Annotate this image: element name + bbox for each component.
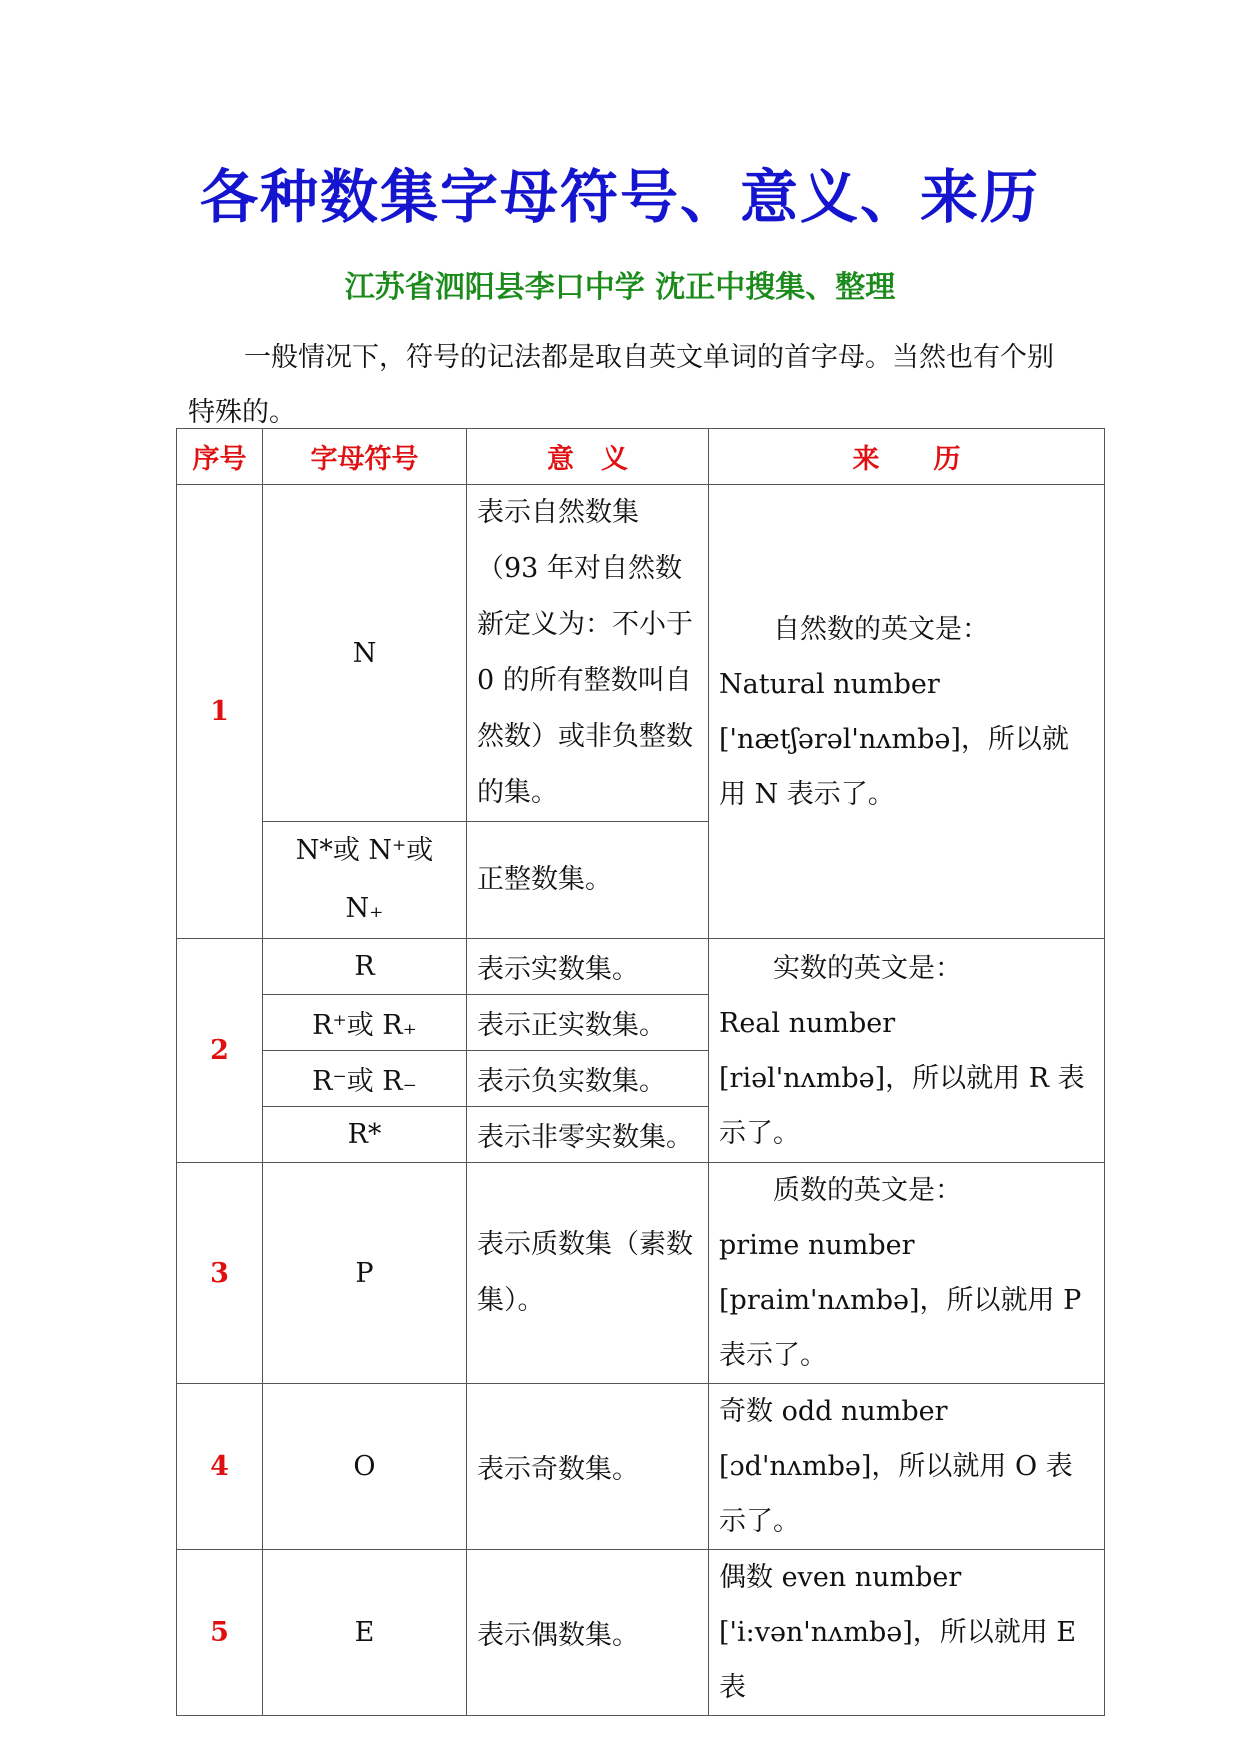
- set-symbol: E: [263, 1550, 467, 1716]
- set-symbol: R*: [263, 1107, 467, 1163]
- header-origin: 来 历: [709, 429, 1105, 485]
- origin-text: Real number [riəl'nʌmbə]，所以就用 R 表示了。: [719, 1007, 1085, 1149]
- set-meaning: 表示偶数集。: [467, 1550, 709, 1716]
- page-subtitle: 江苏省泗阳县李口中学 沈正中搜集、整理: [344, 270, 896, 305]
- row-number: 5: [177, 1550, 263, 1716]
- set-meaning: 表示质数集（素数集）。: [467, 1163, 709, 1384]
- table-row: [177, 1384, 1105, 1550]
- set-symbol: O: [263, 1384, 467, 1550]
- row-number: 3: [177, 1163, 263, 1384]
- origin-text: 偶数 even number ['i:vən'nʌmbə]，所以就用 E 表: [719, 1562, 1077, 1703]
- header-meaning: 意 义: [467, 429, 709, 485]
- set-meaning: 表示实数集。: [467, 939, 709, 995]
- origin-intro: 实数的英文是：: [773, 952, 962, 984]
- origin-intro: 自然数的英文是：: [773, 613, 989, 645]
- header-symbol: 字母符号: [263, 429, 467, 485]
- set-origin: [709, 1163, 1105, 1384]
- set-meaning: 表示自然数集（93 年对自然数新定义为：不小于 0 的所有整数叫自然数）或非负整数的集。: [467, 485, 709, 822]
- number-sets-table: [176, 428, 1105, 1716]
- set-symbol: R⁻或 R₋: [263, 1051, 467, 1107]
- table-row: [177, 939, 1105, 995]
- set-meaning: 表示正实数集。: [467, 995, 709, 1051]
- intro-paragraph: 一般情况下，符号的记法都是取自英文单词的首字母。当然也有个别特殊的。: [188, 342, 1054, 428]
- set-symbol: P: [263, 1163, 467, 1384]
- set-origin: [709, 939, 1105, 1163]
- origin-text: 奇数 odd number [ɔd'nʌmbə]，所以就用 O 表示了。: [719, 1396, 1073, 1537]
- row-number: 1: [177, 485, 263, 939]
- origin-text: Natural number ['nætʃərəl'nʌmbə]，所以就用 N 表示了。: [719, 668, 1069, 810]
- origin-intro: 质数的英文是：: [773, 1175, 962, 1206]
- set-origin: [709, 485, 1105, 939]
- set-meaning: 表示负实数集。: [467, 1051, 709, 1107]
- set-meaning: 正整数集。: [467, 822, 709, 939]
- set-meaning: 表示奇数集。: [467, 1384, 709, 1550]
- table-row: [177, 485, 1105, 822]
- header-index: 序号: [177, 429, 263, 485]
- origin-text: prime number [praim'nʌmbə]，所以就用 P 表示了。: [719, 1230, 1082, 1371]
- table-row: [177, 1550, 1105, 1716]
- row-number: 4: [177, 1384, 263, 1550]
- set-origin: [709, 1550, 1105, 1716]
- page-title: 各种数集字母符号、意义、来历: [199, 163, 1040, 231]
- set-symbol: N: [263, 485, 467, 822]
- table-row: [177, 1163, 1105, 1384]
- set-origin: [709, 1384, 1105, 1550]
- set-symbol: R: [263, 939, 467, 995]
- row-number: 2: [177, 939, 263, 1163]
- set-symbol: N*或 N⁺或 N₊: [263, 822, 467, 939]
- table-header-row: [177, 429, 1105, 485]
- set-meaning: 表示非零实数集。: [467, 1107, 709, 1163]
- set-symbol: R⁺或 R₊: [263, 995, 467, 1051]
